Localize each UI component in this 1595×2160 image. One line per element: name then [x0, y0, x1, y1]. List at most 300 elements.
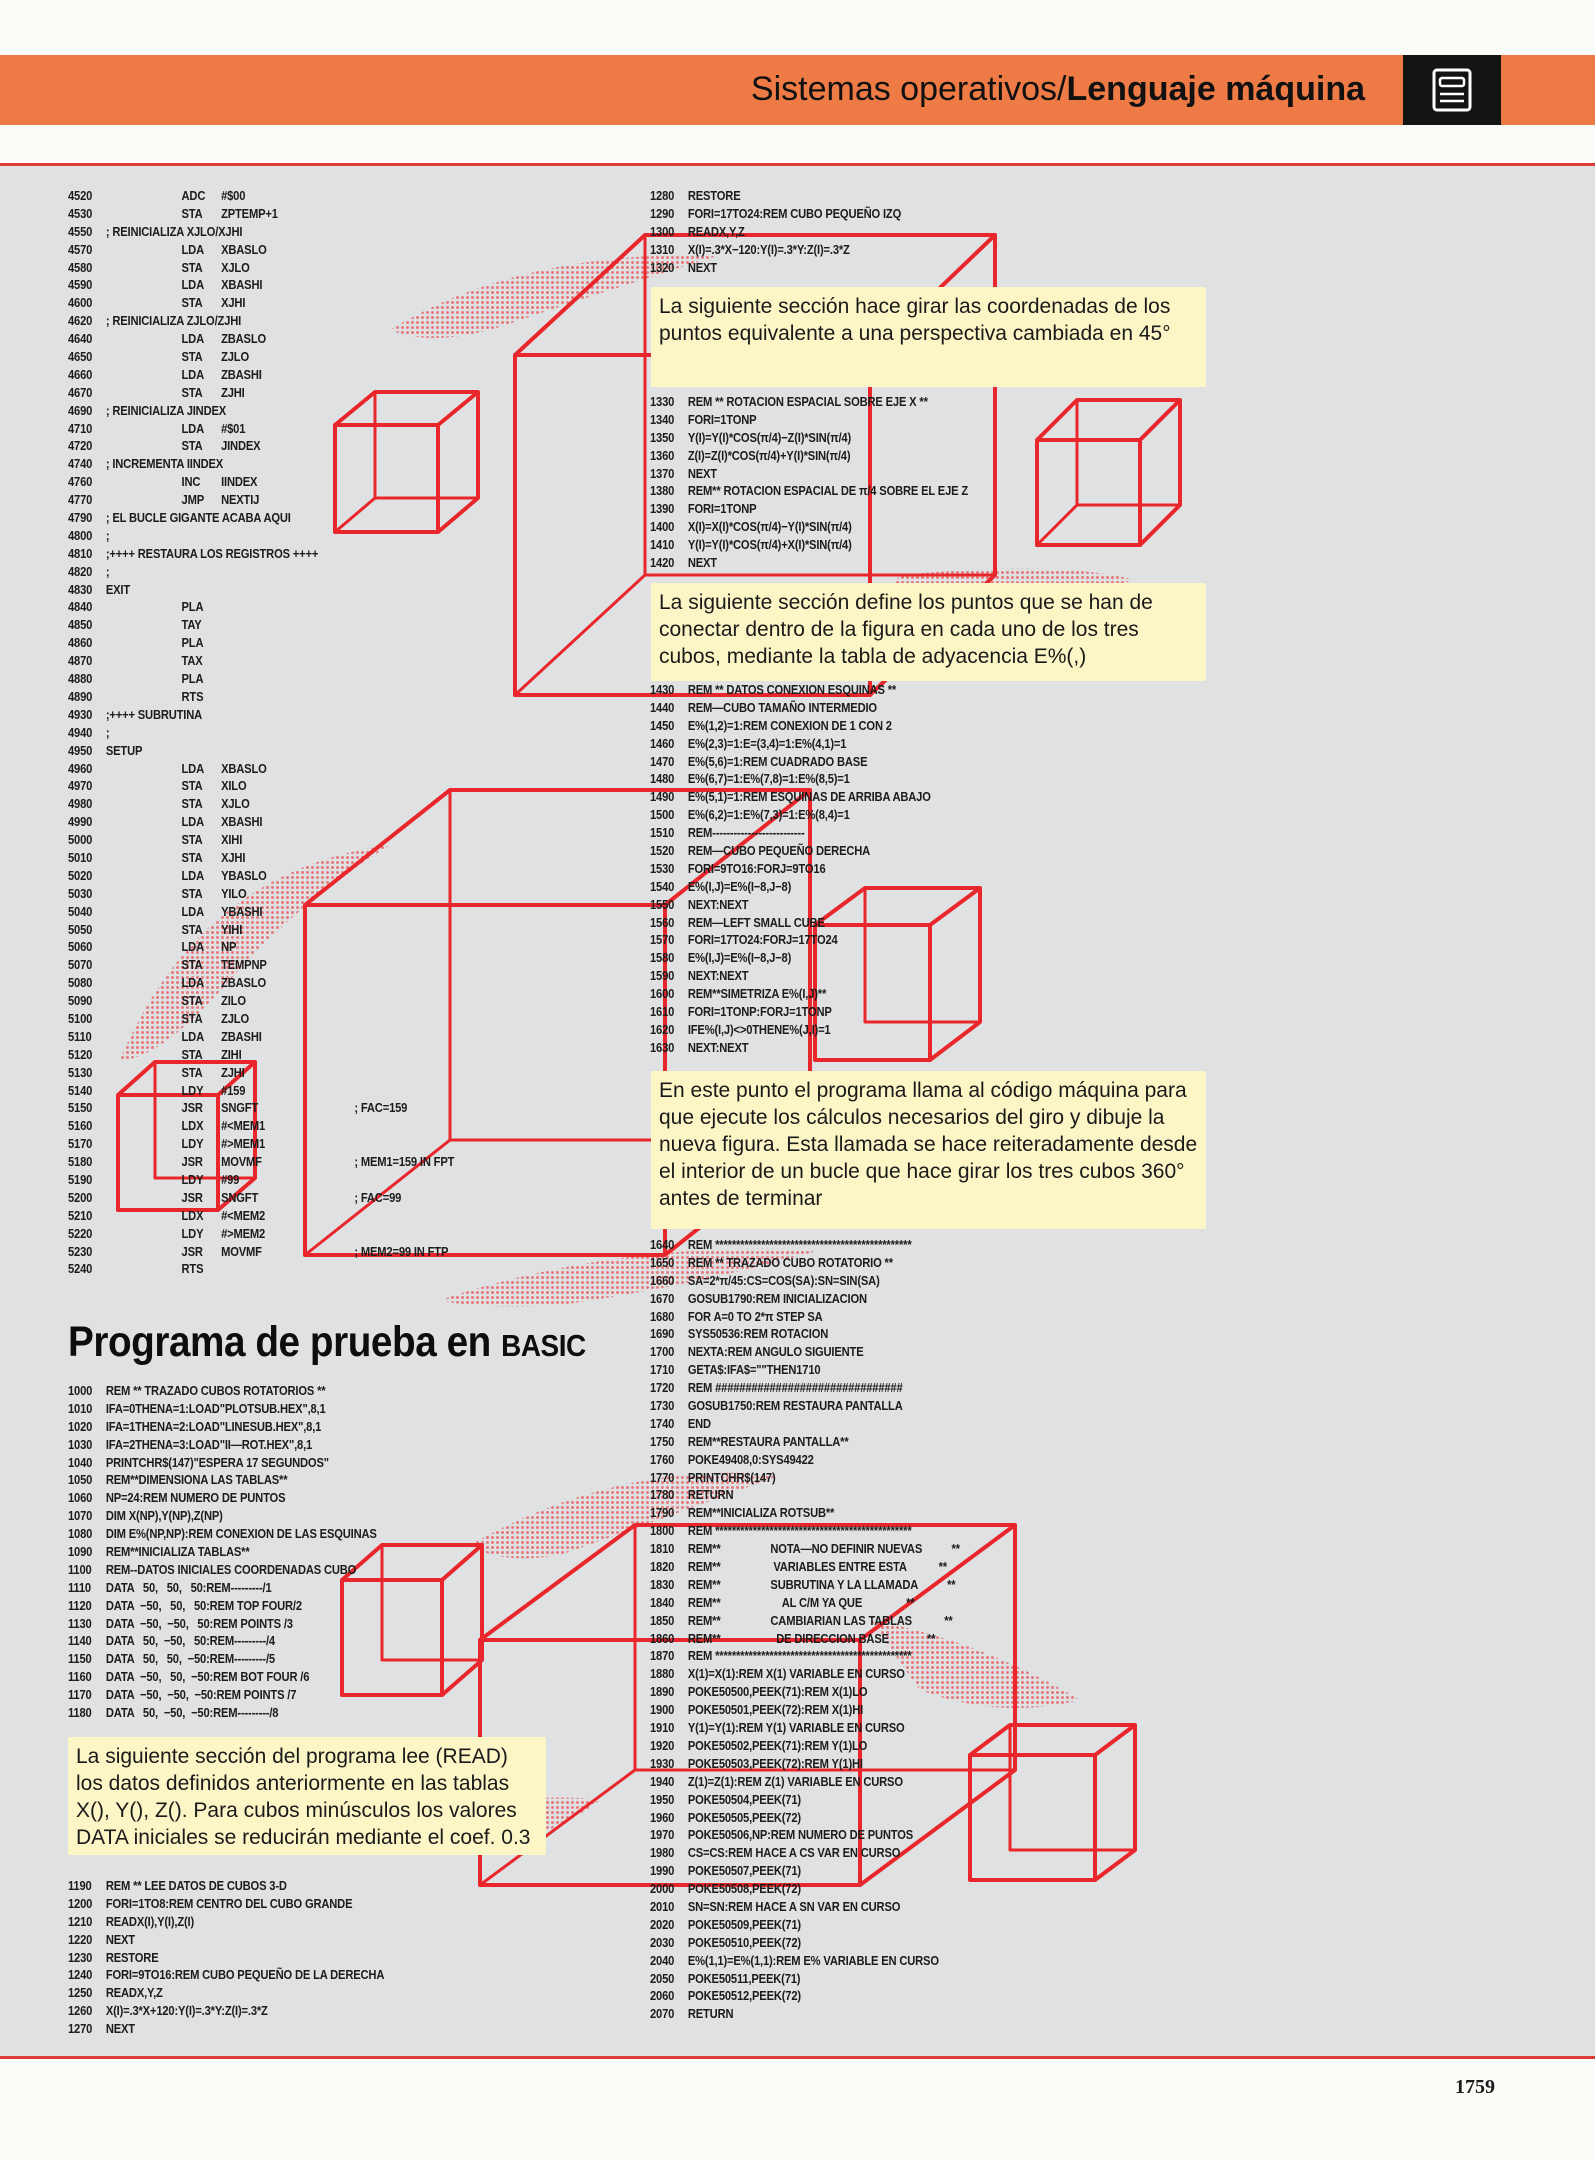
basic-statement: REM ###############################	[687, 1380, 903, 1396]
basic-line	[68, 1615, 377, 1633]
asm-opcode: STA	[181, 832, 203, 848]
line-number: 4690	[68, 402, 93, 418]
basic-line	[650, 1272, 960, 1290]
basic-statement: POKE50506,NP:REM NUMERO DE PUNTOS	[687, 1827, 914, 1843]
asm-line	[68, 616, 454, 634]
line-number: 5160	[68, 1118, 93, 1134]
basic-line	[650, 985, 931, 1003]
line-number: 4960	[68, 760, 93, 776]
line-number: 1700	[650, 1344, 675, 1360]
asm-operand: XJHI	[221, 295, 246, 311]
line-number: 1570	[650, 932, 675, 948]
asm-operand: ZJHI	[221, 384, 245, 400]
basic-statement: REM** ROTACION ESPACIAL DE π/4 SOBRE EL EJE Z	[687, 483, 969, 499]
basic-line	[650, 931, 931, 949]
basic-line	[68, 1418, 377, 1436]
asm-line	[68, 509, 454, 527]
basic-statement: DATA −50, −50, −50:REM POINTS /7	[105, 1687, 297, 1703]
basic-line	[650, 770, 931, 788]
line-number: 1080	[68, 1526, 93, 1542]
basic-line	[68, 1984, 384, 2002]
basic-statement: POKE50507,PEEK(71)	[687, 1863, 801, 1879]
basic-statement: NEXT:NEXT	[687, 896, 749, 912]
asm-line	[68, 1082, 454, 1100]
line-number: 5010	[68, 849, 93, 865]
asm-line	[68, 491, 454, 509]
basic-statement: REM**INICIALIZA TABLAS**	[105, 1544, 250, 1560]
asm-opcode: JSR	[181, 1243, 203, 1259]
basic-statement: DATA −50, 50, −50:REM BOT FOUR /6	[105, 1669, 310, 1685]
basic-line	[68, 1966, 384, 1984]
line-number: 1970	[650, 1827, 675, 1843]
line-number: 4650	[68, 349, 93, 365]
line-number: 1330	[650, 394, 675, 409]
line-number: 1000	[68, 1383, 93, 1398]
asm-opcode: STA	[181, 993, 203, 1009]
asm-operand: MOVMF	[221, 1154, 262, 1170]
asm-line	[68, 938, 454, 956]
basic-statement: Y(1)=Y(1):REM Y(1) VARIABLE EN CURSO	[687, 1720, 905, 1736]
basic-line	[68, 1561, 377, 1579]
line-number: 1110	[68, 1579, 91, 1595]
line-number: 4550	[68, 223, 93, 239]
section-heading-main: Programa de prueba en	[68, 1318, 502, 1366]
basic-line	[650, 1952, 960, 1970]
asm-line	[68, 1010, 454, 1028]
line-number: 1280	[650, 188, 675, 203]
asm-line	[68, 1028, 454, 1046]
line-number: 1940	[650, 1773, 675, 1789]
basic-statement: GETA$:IFA$=""THEN1710	[687, 1362, 821, 1378]
basic-statement: X(I)=X(I)*COS(π/4)−Y(I)*SIN(π/4)	[687, 519, 852, 535]
asm-opcode: INC	[181, 474, 201, 490]
line-number: 5240	[68, 1261, 93, 1277]
basic-line	[650, 1665, 960, 1683]
line-number: 4940	[68, 724, 93, 740]
line-number: 1870	[650, 1648, 675, 1664]
basic-statement: E%(1,1)=E%(1,1):REM E% VARIABLE EN CURSO	[687, 1952, 939, 1968]
basic-line	[68, 1931, 384, 1949]
line-number: 1230	[68, 1949, 93, 1965]
line-number: 5060	[68, 939, 93, 955]
basic-statement: REM**INICIALIZA ROTSUB**	[687, 1505, 835, 1521]
asm-opcode: LDA	[181, 366, 204, 382]
line-number: 5000	[68, 832, 93, 848]
asm-operand: ZBASHI	[221, 1028, 262, 1044]
asm-line	[68, 1046, 454, 1064]
line-number: 4580	[68, 259, 93, 275]
asm-label: ;++++ RESTAURA LOS REGISTROS ++++	[105, 545, 319, 561]
basic-statement: E%(1,2)=1:REM CONEXION DE 1 CON 2	[687, 717, 892, 733]
basic-statement: IFE%(I,J)<>0THENE%(J,I)=1	[687, 1021, 831, 1037]
basic-statement: REM ** LEE DATOS DE CUBOS 3-D	[105, 1878, 287, 1893]
line-number: 5220	[68, 1225, 93, 1241]
basic-line	[650, 2005, 960, 2023]
line-number: 1300	[650, 223, 675, 239]
asm-line	[68, 1135, 454, 1153]
basic-line	[650, 878, 931, 896]
asm-operand: ZIHI	[221, 1046, 242, 1062]
note-read-data: La siguiente sección del programa lee (READ) los datos definidos anteriormente en las tablas X(), Y(), Z(). Para cubos minúsculos los valores DATA iniciales se reducirán mediante el coef. 0.3	[68, 1737, 546, 1855]
line-number: 1040	[68, 1454, 93, 1470]
basic-line	[650, 205, 901, 223]
asm-line	[68, 330, 454, 348]
basic-statement: POKE50510,PEEK(72)	[687, 1934, 801, 1950]
line-number: 5180	[68, 1154, 93, 1170]
assembly-listing	[68, 187, 454, 1278]
asm-line	[68, 205, 454, 223]
line-number: 4990	[68, 814, 93, 830]
line-number: 4930	[68, 706, 93, 722]
asm-label: ; REINICIALIZA XJLO/XJHI	[105, 223, 243, 239]
basic-line	[650, 1540, 960, 1558]
note-rotation: La siguiente sección hace girar las coordenadas de los puntos equivalente a una perspectiva cambiada en 45°	[651, 287, 1206, 387]
asm-line	[68, 777, 454, 795]
line-number: 1900	[650, 1702, 675, 1718]
line-number: 1680	[650, 1308, 675, 1324]
section-heading	[68, 1318, 586, 1367]
asm-label: ; REINICIALIZA ZJLO/ZJHI	[105, 313, 242, 329]
basic-statement: GOSUB1790:REM INICIALIZACION	[687, 1290, 867, 1306]
basic-statement: POKE50509,PEEK(71)	[687, 1916, 801, 1932]
basic-statement: REM** DE DIRECCION BASE **	[687, 1630, 936, 1646]
basic-line	[650, 1576, 960, 1594]
asm-line	[68, 1189, 454, 1207]
asm-line	[68, 885, 454, 903]
basic-line	[650, 1773, 960, 1791]
basic-statement: POKE50511,PEEK(71)	[687, 1970, 801, 1986]
basic-statement: REM ** TRAZADO CUBOS ROTATORIOS **	[105, 1383, 326, 1398]
line-number: 1450	[650, 717, 675, 733]
asm-opcode: RTS	[181, 688, 204, 704]
basic-statement: REM--------------------------	[687, 825, 805, 841]
asm-label: EXIT	[105, 581, 131, 597]
basic-line	[650, 967, 931, 985]
line-number: 1980	[650, 1845, 675, 1861]
line-number: 4570	[68, 241, 93, 257]
basic-line	[650, 1290, 960, 1308]
asm-label: ;	[105, 724, 110, 740]
asm-operand: #<MEM2	[221, 1207, 266, 1223]
basic-line	[650, 1916, 960, 1934]
basic-statement: IFA=2THENA=3:LOAD"II—ROT.HEX",8,1	[105, 1436, 313, 1452]
asm-line	[68, 437, 454, 455]
asm-label: SETUP	[105, 742, 143, 758]
asm-opcode: LDA	[181, 241, 204, 257]
line-number: 4720	[68, 438, 93, 454]
line-number: 4890	[68, 688, 93, 704]
basic-line	[650, 1397, 960, 1415]
basic-listing-part1	[68, 1382, 377, 1722]
line-number: 2070	[650, 2006, 675, 2022]
basic-line	[650, 1469, 960, 1487]
basic-statement: POKE50504,PEEK(71)	[687, 1791, 801, 1807]
line-number: 5110	[68, 1028, 92, 1044]
basic-line	[68, 1543, 377, 1561]
line-number: 1200	[68, 1895, 93, 1911]
line-number: 2060	[650, 1988, 675, 2004]
asm-opcode: JSR	[181, 1100, 203, 1116]
line-number: 1380	[650, 483, 675, 499]
asm-opcode: STA	[181, 921, 203, 937]
basic-statement: REM**RESTAURA PANTALLA**	[687, 1433, 849, 1449]
basic-line	[650, 788, 931, 806]
line-number: 4840	[68, 599, 93, 615]
basic-listing-right-part3	[650, 681, 931, 1057]
basic-line	[650, 1970, 960, 1988]
basic-statement: REM—CUBO PEQUEÑO DERECHA	[687, 843, 871, 859]
asm-opcode: PLA	[181, 599, 204, 615]
asm-line	[68, 742, 454, 760]
bottom-rule	[0, 2056, 1595, 2059]
asm-line	[68, 402, 454, 420]
asm-operand: MOVMF	[221, 1243, 262, 1259]
basic-statement: NEXT	[687, 259, 717, 275]
basic-statement: PRINTCHR$(147)	[687, 1469, 776, 1485]
basic-statement: REM--DATOS INICIALES COORDENADAS CUBO	[105, 1561, 357, 1577]
line-number: 1350	[650, 429, 675, 445]
header-title-bold: Lenguaje máquina	[1066, 70, 1365, 108]
line-number: 4820	[68, 563, 93, 579]
basic-line	[68, 1704, 377, 1722]
line-number: 1760	[650, 1451, 675, 1467]
line-number: 1540	[650, 878, 675, 894]
line-number: 1340	[650, 411, 675, 427]
line-number: 1480	[650, 771, 675, 787]
line-number: 1490	[650, 789, 675, 805]
line-number: 5200	[68, 1189, 93, 1205]
basic-line	[650, 1630, 960, 1648]
basic-statement: NEXT	[105, 1931, 135, 1947]
asm-line	[68, 294, 454, 312]
line-number: 1530	[650, 860, 675, 876]
basic-line	[650, 223, 901, 241]
basic-statement: FORI=9TO16:FORJ=9TO16	[687, 860, 826, 876]
asm-operand: #>MEM2	[221, 1225, 266, 1241]
line-number: 1600	[650, 986, 675, 1002]
asm-operand: #<MEM1	[221, 1118, 266, 1134]
basic-line	[68, 1895, 384, 1913]
line-number: 1610	[650, 1004, 675, 1020]
line-number: 1630	[650, 1039, 675, 1055]
asm-operand: #$01	[221, 420, 246, 436]
asm-line	[68, 688, 454, 706]
line-number: 1060	[68, 1490, 93, 1506]
asm-line	[68, 473, 454, 491]
asm-line	[68, 420, 454, 438]
line-number: 2030	[650, 1934, 675, 1950]
asm-opcode: STA	[181, 796, 203, 812]
asm-line	[68, 652, 454, 670]
basic-line	[650, 1558, 960, 1576]
asm-line	[68, 563, 454, 581]
line-number: 4950	[68, 742, 93, 758]
basic-line	[650, 500, 968, 518]
line-number: 1180	[68, 1705, 92, 1721]
basic-line	[68, 1579, 377, 1597]
asm-operand: XBASLO	[221, 760, 267, 776]
basic-line	[650, 1433, 960, 1451]
basic-statement: E%(5,1)=1:REM ESQUINAS DE ARRIBA ABAJO	[687, 789, 931, 805]
line-number: 1720	[650, 1380, 675, 1396]
line-number: 4800	[68, 527, 93, 543]
basic-statement: NEXT:NEXT	[687, 1039, 749, 1055]
basic-line	[68, 1489, 377, 1507]
asm-line	[68, 974, 454, 992]
asm-label: ;++++ SUBRUTINA	[105, 706, 203, 722]
line-number: 4860	[68, 635, 93, 651]
asm-comment: ; MEM2=99 IN FTP	[354, 1243, 449, 1259]
basic-line	[650, 1719, 960, 1737]
basic-line	[650, 1451, 960, 1469]
asm-operand: ZPTEMP+1	[221, 205, 278, 221]
asm-line	[68, 795, 454, 813]
line-number: 1890	[650, 1684, 675, 1700]
basic-statement: REM ** TRAZADO CUBO ROTATORIO **	[687, 1254, 893, 1270]
basic-line	[650, 1594, 960, 1612]
line-number: 1820	[650, 1559, 675, 1575]
line-number: 1370	[650, 465, 675, 481]
basic-line	[650, 896, 931, 914]
asm-operand: #159	[221, 1082, 246, 1098]
line-number: 5190	[68, 1171, 93, 1187]
basic-line	[650, 1844, 960, 1862]
basic-listing-right-part4	[650, 1236, 960, 2023]
asm-line	[68, 223, 454, 241]
basic-statement: REM ** ROTACION ESPACIAL SOBRE EJE X **	[687, 394, 928, 409]
basic-statement: REM** AL C/M YA QUE **	[687, 1594, 915, 1610]
basic-line	[650, 465, 968, 483]
line-number: 1410	[650, 537, 675, 553]
asm-opcode: STA	[181, 957, 203, 973]
basic-statement: FORI=17TO24:REM CUBO PEQUEÑO IZQ	[687, 205, 902, 221]
asm-opcode: STA	[181, 885, 203, 901]
line-number: 1920	[650, 1737, 675, 1753]
basic-line	[650, 1880, 960, 1898]
basic-statement: X(I)=.3*X−120:Y(I)=.3*Y:Z(I)=.3*Z	[687, 241, 850, 257]
basic-statement: X(I)=.3*X+120:Y(I)=.3*Y:Z(I)=.3*Z	[105, 2003, 268, 2019]
basic-line	[650, 1308, 960, 1326]
asm-opcode: STA	[181, 259, 203, 275]
basic-line	[650, 699, 931, 717]
asm-line	[68, 455, 454, 473]
basic-statement: CS=CS:REM HACE A CS VAR EN CURSO	[687, 1845, 901, 1861]
basic-line	[68, 1686, 377, 1704]
line-number: 1750	[650, 1433, 675, 1449]
basic-line	[68, 1877, 384, 1895]
asm-operand: XJLO	[221, 259, 250, 275]
asm-opcode: STA	[181, 205, 203, 221]
line-number: 1670	[650, 1290, 675, 1306]
basic-line	[68, 1382, 377, 1400]
line-number: 5100	[68, 1010, 93, 1026]
line-number: 2040	[650, 1952, 675, 1968]
line-number: 1140	[68, 1633, 92, 1649]
basic-line	[650, 1343, 960, 1361]
line-number: 4530	[68, 205, 93, 221]
line-number: 4810	[68, 545, 93, 561]
basic-statement: NP=24:REM NUMERO DE PUNTOS	[105, 1490, 286, 1506]
asm-operand: #$00	[221, 188, 246, 203]
asm-line	[68, 706, 454, 724]
asm-opcode: STA	[181, 349, 203, 365]
line-number: 1150	[68, 1651, 92, 1667]
asm-opcode: LDA	[181, 277, 204, 293]
basic-statement: FORI=9TO16:REM CUBO PEQUEÑO DE LA DERECHA	[105, 1967, 385, 1983]
line-number: 1320	[650, 259, 675, 275]
line-number: 1220	[68, 1931, 93, 1947]
basic-statement: FORI=1TO8:REM CENTRO DEL CUBO GRANDE	[105, 1895, 353, 1911]
basic-line	[650, 1361, 960, 1379]
line-number: 5130	[68, 1064, 93, 1080]
line-number: 2050	[650, 1970, 675, 1986]
basic-line	[68, 1597, 377, 1615]
asm-line	[68, 1207, 454, 1225]
line-number: 5030	[68, 885, 93, 901]
basic-line	[68, 1949, 384, 1967]
asm-opcode: STA	[181, 1046, 203, 1062]
asm-operand: TEMPNP	[221, 957, 267, 973]
line-number: 5050	[68, 921, 93, 937]
basic-statement: REM—CUBO TAMAÑO INTERMEDIO	[687, 699, 877, 715]
asm-line	[68, 956, 454, 974]
line-number: 1860	[650, 1630, 675, 1646]
asm-opcode: LDA	[181, 1028, 204, 1044]
line-number: 4790	[68, 510, 93, 526]
line-number: 4850	[68, 617, 93, 633]
line-number: 4710	[68, 420, 93, 436]
basic-line	[68, 1668, 377, 1686]
line-number: 5120	[68, 1046, 93, 1062]
asm-line	[68, 384, 454, 402]
line-number: 1500	[650, 807, 675, 823]
line-number: 4600	[68, 295, 93, 311]
line-number: 4830	[68, 581, 93, 597]
line-number: 4770	[68, 492, 93, 508]
asm-line	[68, 259, 454, 277]
asm-line	[68, 1171, 454, 1189]
asm-opcode: TAX	[181, 653, 203, 669]
page-number: 1759	[1455, 2076, 1495, 2098]
asm-line	[68, 312, 454, 330]
basic-line	[650, 554, 968, 572]
asm-operand: XJHI	[221, 849, 246, 865]
basic-line	[68, 1454, 377, 1472]
asm-opcode: STA	[181, 1010, 203, 1026]
line-number: 2020	[650, 1916, 675, 1932]
line-number: 1590	[650, 968, 675, 984]
asm-opcode: JSR	[181, 1189, 203, 1205]
basic-line	[650, 1236, 960, 1254]
asm-opcode: STA	[181, 384, 203, 400]
basic-line	[650, 393, 968, 411]
asm-operand: JINDEX	[221, 438, 261, 454]
asm-line	[68, 348, 454, 366]
asm-line	[68, 670, 454, 688]
line-number: 1780	[650, 1487, 675, 1503]
line-number: 1390	[650, 501, 675, 517]
basic-statement: Y(I)=Y(I)*COS(π/4)−Z(I)*SIN(π/4)	[687, 429, 852, 445]
line-number: 4970	[68, 778, 93, 794]
asm-comment: ; FAC=159	[354, 1100, 408, 1116]
line-number: 1520	[650, 843, 675, 859]
line-number: 4520	[68, 188, 93, 203]
asm-line	[68, 1260, 454, 1278]
asm-label: ; EL BUCLE GIGANTE ACABA AQUI	[105, 510, 291, 526]
basic-line	[650, 1522, 960, 1540]
basic-statement: REM—LEFT SMALL CUBE	[687, 914, 825, 930]
line-number: 1640	[650, 1237, 675, 1252]
